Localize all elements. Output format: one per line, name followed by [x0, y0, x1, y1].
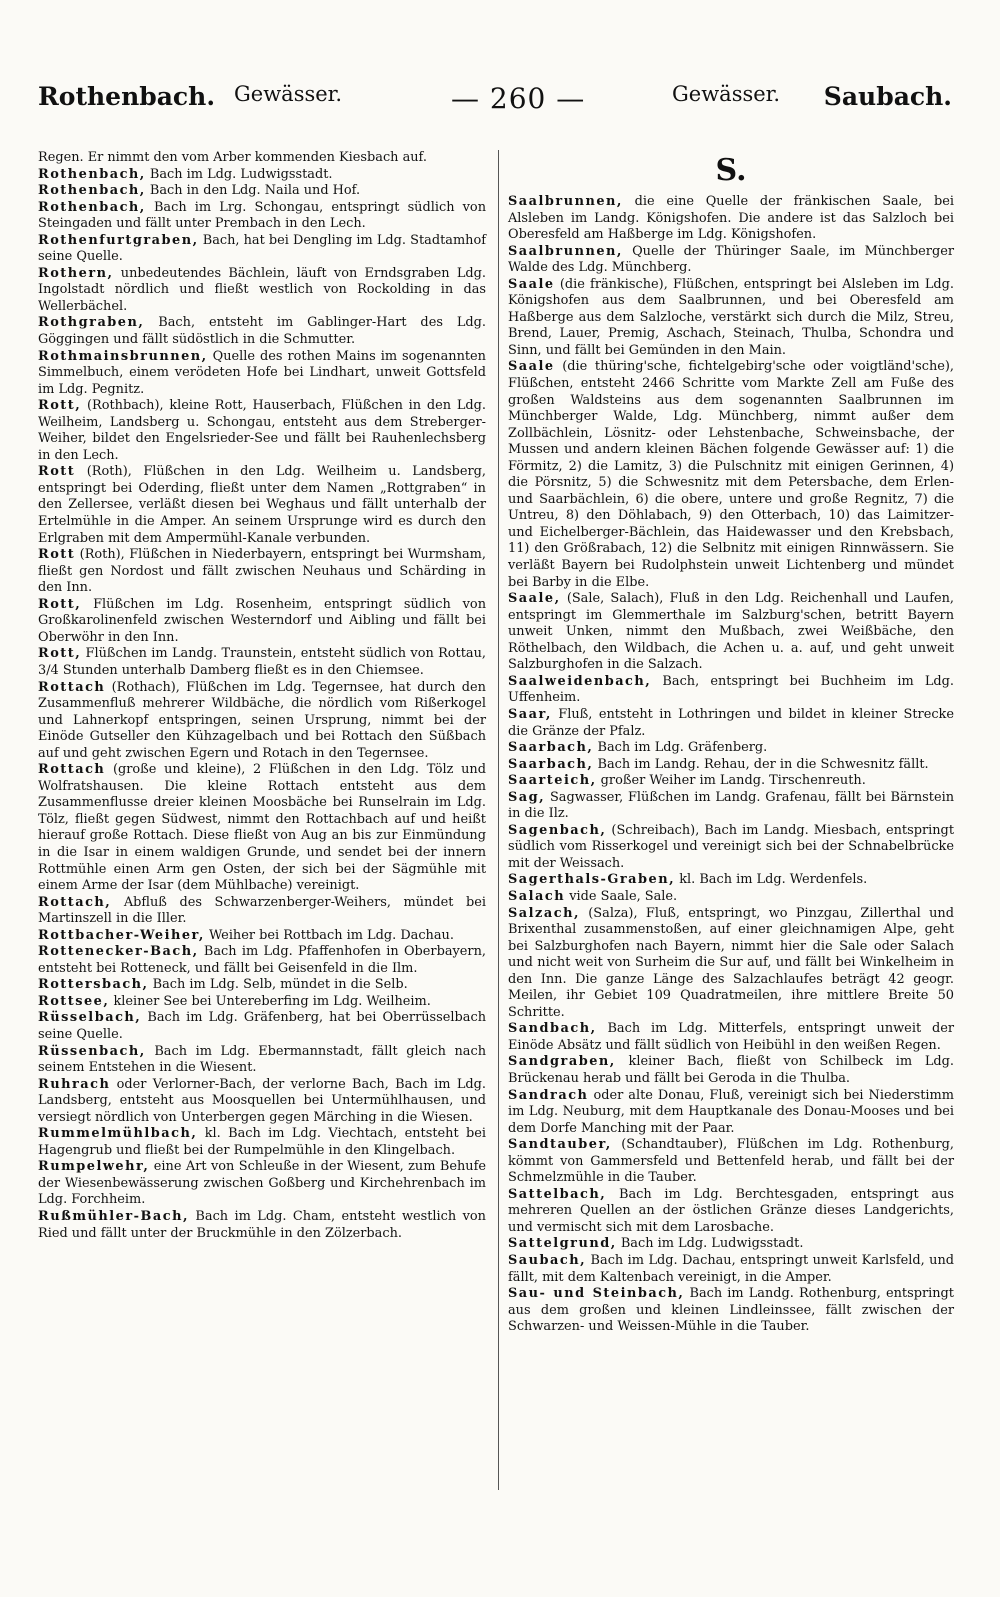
entry-text: oder alte Donau, Fluß, vereinigt sich bei Niederstimm im Ldg. Neuburg, mit dem Hauptkanale des Donau-Mooses und bei dem Dorfe Manching mit der Paar. — [508, 1087, 954, 1136]
dictionary-entry — [38, 994, 486, 1011]
entry-text: Regen. Er nimmt den vom Arber kommenden Kiesbach auf. — [38, 150, 427, 165]
entry-headword: Rüsselbach, — [38, 1010, 142, 1026]
entry-text: kleiner Bach, fließt von Schilbeck im Ldg. Brückenau herab und fällt bei Geroda in die Thulba. — [508, 1054, 954, 1086]
dictionary-entry — [508, 1236, 954, 1253]
dictionary-entry — [508, 674, 954, 707]
entry-text: Bach im Ldg. Cham, entsteht westlich von Ried und fällt unter der Bruckmühle in den Zölzerbach. — [38, 1209, 486, 1241]
entry-headword: Rumpelwehr, — [38, 1159, 150, 1175]
entry-headword: Rottbacher-Weiher, — [38, 927, 205, 943]
entry-text: Bach im Ldg. Gräfenberg, hat bei Oberrüsselbach seine Quelle. — [38, 1010, 486, 1042]
dictionary-entry — [38, 1159, 486, 1209]
dictionary-entry — [38, 183, 486, 200]
entry-headword: Rottach — [38, 762, 106, 778]
dictionary-entry — [508, 1054, 954, 1087]
dictionary-entry — [38, 233, 486, 266]
entry-text: (Sale, Salach), Fluß in den Ldg. Reichenhall und Laufen, entspringt im Glemmerthale im Salzburg'schen, betritt Bayern unweit Unken, nimmt den Mußbach, zwei Weißbäche, den Röthelbach, den Wildbach, die Achen u. a. auf, und geht unweit Salzburghofen in die Salzach. — [508, 591, 954, 673]
entry-text: Bach, entsteht im Gablinger-Hart des Ldg. Göggingen und fällt südöstlich in die Schmutter. — [38, 315, 486, 348]
entry-headword: Sag, — [508, 789, 546, 805]
entry-text: großer Weiher im Landg. Tirschenreuth. — [596, 773, 866, 789]
entry-headword: Rothmainsbrunnen, — [38, 348, 208, 364]
dictionary-entry — [508, 757, 954, 774]
entry-headword: Ruhrach — [38, 1076, 111, 1092]
dictionary-entry — [508, 1021, 954, 1054]
entry-text: Quelle des rothen Mains im sogenannten Simmelbuch, einem verödeten Hofe bei Lindhart, unweit Gottsfeld im Ldg. Pegnitz. — [38, 348, 486, 397]
entry-text: (Roth), Flüßchen in Niederbayern, entspringt bei Wurmsham, fließt gen Nordost und fällt zwischen Neuhaus und Schärding in den Inn. — [38, 547, 486, 596]
dictionary-entry — [508, 889, 954, 906]
entry-headword: Sandrach — [508, 1087, 589, 1103]
entry-headword: Rothenbach, — [38, 183, 146, 199]
entry-text: Abfluß des Schwarzenberger-Weihers, mündet bei Martinszell in die Iller. — [38, 894, 486, 927]
entry-headword: Rottsee, — [38, 993, 110, 1009]
entry-headword: Rothenbach, — [38, 166, 146, 182]
entry-text: (große und kleine), 2 Flüßchen in den Ldg. Tölz und Wolfratshausen. Die kleine Rottach entsteht aus dem Zusammenflusse dreier kleinen Moosbäche bei Runselrain im Ldg. Tölz, fließt gegen Südwest, nimmt den Rottachbach auf und heißt hierauf große Rottach. Diese fließt von Aug an bis zur Einmündung in die Isar in einem waldigen Grunde, und sendet bei der innern Rottmühle einen Arm gen Osten, der sich bei der Sägmühle mit einem Arme der Isar (dem Mühlbache) vereinigt. — [38, 762, 486, 894]
entry-headword: Rott, — [38, 596, 82, 612]
dictionary-entry — [508, 277, 954, 360]
entry-headword: Sattelgrund, — [508, 1236, 617, 1252]
entry-headword: Salzach, — [508, 905, 580, 921]
entry-text: Bach im Ldg. Ludwigsstadt. — [145, 166, 333, 182]
entry-text: Bach, entspringt bei Buchheim im Ldg. Uffenheim. — [508, 673, 954, 706]
entry-text: (Roth), Flüßchen in den Ldg. Weilheim u. Landsberg, entspringt bei Oderding, fließt unter dem Namen „Rottgraben“ in den Zellersee, verläßt diesen bei Weghaus und fällt unterhalb der Ertelmühle in die Amper. An seinem Ursprunge wird es durch den Erlgraben mit dem Ampermühl-Kanale verbunden. — [38, 464, 486, 546]
entry-text: (Rothbach), kleine Rott, Hauserbach, Flüßchen in den Ldg. Weilheim, Landsberg u. Schongau, entsteht aus dem Streberger-Weiher, bildet den Engelsrieder-See und fällt bei Rauhenlechsberg in den Lech. — [38, 398, 486, 463]
entry-headword: Saarbach, — [508, 756, 594, 772]
entry-text: (Salza), Fluß, entspringt, wo Pinzgau, Zillerthal und Brixenthal zusammenstoßen, auf einer gleichnamigen Alpe, geht bei Salzburghofen nach Bayern, nimmt hier die Sale oder Salach und nicht weit von Surheim die Sur auf, und fällt bei Winkelheim in den Inn. Die ganze Länge des Salzachlaufes beträgt 42 geogr. Meilen, ihr Gebiet 109 Quadratmeilen, ihre mittlere Breite 50 Schritte. — [508, 905, 954, 1020]
entry-headword: Rothenbach, — [38, 199, 146, 215]
entry-text: eine Art von Schleuße in der Wiesent, zum Behufe der Wiesenbewässerung zwischen Goßberg und Kirchehrenbach im Ldg. Forchheim. — [38, 1159, 486, 1208]
header-right-word: Saubach. — [823, 82, 952, 111]
entry-text: Bach im Ldg. Mitterfels, entspringt unweit der Einöde Absätz und fällt südlich von Heibühl in den weißen Regen. — [508, 1021, 954, 1053]
dictionary-entry — [508, 591, 954, 674]
dictionary-entry — [508, 244, 954, 277]
dictionary-entry — [38, 266, 486, 316]
entry-headword: Sandgraben, — [508, 1054, 616, 1070]
entry-headword: Saale — [508, 359, 555, 375]
entry-text: (die thüring'sche, fichtelgebirg'sche oder voigtländ'sche), Flüßchen, entsteht 2466 Schritte vom Markte Zell am Fuße des großen Waldsteins aus dem sogenannten Saalbrunnen im Münchberger Walde, Ldg. Münchberg, nimmt außer dem Zollbächlein, Lösnitz- oder Lehstenbache, Schweinsbache, der Mussen und andern kleinen Bächen folgende Gewässer auf: 1) die Förmitz, 2) die Lamitz, 3) die Pulschnitz mit einigen Gerinnen, 4) die Pörsnitz, 5) die Schwesnitz mit dem Petersbache, dem Erlen- und Saarbächlein, 6) die obere, untere und große Regnitz, 7) die Untreu, 8) den Döhlabach, 9) den Otterbach, 10) das Laimitzer- und Eichelberger-Bächlein, das Haidewasser und den Krebsbach, 11) den Größrabach, 12) die Selbnitz mit einigen Rinnwässern. Sie verläßt Bayern bei Rudolphstein unweit Lichtenberg und mündet bei Barby in die Elbe. — [508, 359, 954, 590]
entry-headword: Sagerthals-Graben, — [508, 872, 676, 888]
entry-text: Bach im Ldg. Ludwigsstadt. — [616, 1236, 804, 1252]
dictionary-entry — [38, 944, 486, 977]
dictionary-entry — [38, 1077, 486, 1127]
entry-headword: Rott, — [38, 646, 82, 662]
entry-headword: Rottach, — [38, 894, 112, 910]
dictionary-entry — [508, 773, 954, 790]
entry-text: Bach im Ldg. Pfaffenhofen in Oberbayern, entsteht bei Rotteneck, und fällt bei Geisenfeld in die Ilm. — [38, 944, 486, 976]
header-left-category: Gewässer. — [234, 82, 343, 106]
entry-headword: Saar, — [508, 706, 552, 722]
entry-headword: Rummelmühlbach, — [38, 1126, 198, 1142]
dictionary-entry — [508, 1088, 954, 1138]
entry-text: Bach im Ldg. Ebermannstadt, fällt gleich nach seinem Entstehen in die Wiesent. — [38, 1043, 486, 1076]
running-header — [38, 82, 952, 126]
page-number: — 260 — — [451, 82, 586, 115]
entry-text: Quelle der Thüringer Saale, im Münchberger Walde des Ldg. Münchberg. — [508, 243, 954, 276]
entry-headword: Rothern, — [38, 265, 114, 281]
dictionary-entry — [38, 547, 486, 597]
right-column — [508, 150, 954, 1336]
dictionary-entry — [38, 150, 486, 167]
entry-headword: Saale, — [508, 591, 561, 607]
entry-text: oder Verlorner-Bach, der verlorne Bach, Bach im Ldg. Landsberg, entsteht aus Moosquellen bei Untermühlhausen, und versiegt nördlich von Unterbergen gegen Märching in die Wiesen. — [38, 1076, 486, 1125]
entry-text: (Schandtauber), Flüßchen im Ldg. Rothenburg, kömmt von Gammersfeld und Bettenfeld herab, und fällt bei der Schmelzmühle in die Tauber. — [508, 1137, 954, 1186]
entry-text: Bach im Lrg. Schongau, entspringt südlich von Steingaden und fällt unter Prembach in den Lech. — [38, 199, 486, 232]
entry-text: Weiher bei Rottbach im Ldg. Dachau. — [204, 927, 454, 943]
entry-text: (die fränkische), Flüßchen, entspringt bei Alsleben im Ldg. Königshofen aus dem Saalbrunnen, und bei Oberesfeld am Haßberge aus dem Salzloche, verstärkt sich durch die Milz, Streu, Brend, Lauer, Premig, Aschach, Steinach, Thulba, Schondra und Sinn, und fällt bei Gemünden in den Main. — [508, 276, 954, 358]
dictionary-entry — [38, 398, 486, 464]
entry-headword: Saalweidenbach, — [508, 673, 652, 689]
dictionary-entry — [508, 740, 954, 757]
dictionary-entry — [508, 1286, 954, 1336]
section-letter: S. — [715, 153, 747, 188]
entry-headword: Saale — [508, 276, 555, 292]
header-left-word: Rothenbach. — [38, 82, 216, 111]
entry-text: Bach im Ldg. Berchtesgaden, entspringt aus mehreren Quellen an der östlichen Gränze dieses Landgerichts, und vermischt sich mit dem Larosbache. — [508, 1186, 954, 1235]
dictionary-entry — [508, 1253, 954, 1286]
entry-headword: Saarbach, — [508, 740, 594, 756]
entry-headword: Rußmühler-Bach, — [38, 1209, 189, 1224]
entry-headword: Rüssenbach, — [38, 1043, 146, 1059]
entry-text: Bach im Landg. Rothenburg, entspringt aus dem großen und kleinen Lindleinssee, fällt zwischen der Schwarzen- und Weissen-Mühle in die Tauber. — [508, 1286, 954, 1335]
entry-text: Bach im Ldg. Dachau, entspringt unweit Karlsfeld, und fällt, mit dem Kaltenbach vereinigt, in die Amper. — [508, 1253, 954, 1285]
entry-text: Bach in den Ldg. Naila und Hof. — [145, 183, 361, 199]
entry-text: kleiner See bei Untereberfing im Ldg. Weilheim. — [109, 993, 431, 1009]
entry-headword: Sagenbach, — [508, 822, 607, 838]
entry-headword: Rottenecker-Bach, — [38, 944, 199, 960]
entry-headword: Rott — [38, 547, 76, 563]
entry-text: Flüßchen im Landg. Traunstein, entsteht südlich von Rottau, 3/4 Stunden unterhalb Damberg fließt es in den Chiemsee. — [38, 646, 486, 678]
entry-headword: Rottach — [38, 679, 106, 695]
entry-headword: Rothgraben, — [38, 315, 145, 331]
dictionary-entry — [508, 823, 954, 873]
entry-headword: Rottersbach, — [38, 977, 149, 993]
entry-headword: Saalbrunnen, — [508, 194, 623, 209]
dictionary-entry — [508, 906, 954, 1022]
dictionary-entry — [38, 200, 486, 233]
entry-headword: Sandbach, — [508, 1021, 597, 1037]
dictionary-entry — [38, 349, 486, 399]
entry-text: Sagwasser, Flüßchen im Landg. Grafenau, fällt bei Bärnstein in die Ilz. — [508, 789, 954, 822]
entry-text: (Rothach), Flüßchen im Ldg. Tegernsee, hat durch den Zusammenfluß mehrerer Wildbäche, die nördlich vom Rißerkogel und Lahnerkopf entspringen, seinen Ursprung, nimmt bei der Einöde Gutseller den Kühzagelbach und bei Rottach den Süßbach auf und geht zwischen Egern und Rotach in den Tegernsee. — [38, 679, 486, 761]
entry-headword: Sau- und Steinbach, — [508, 1286, 685, 1302]
entry-text: Bach, hat bei Dengling im Ldg. Stadtamhof seine Quelle. — [38, 232, 486, 265]
entry-headword: Rott, — [38, 398, 82, 414]
entry-text: Bach im Landg. Rehau, der in die Schwesnitz fällt. — [593, 756, 929, 772]
dictionary-entry — [38, 646, 486, 679]
entry-headword: Saubach, — [508, 1253, 587, 1268]
entry-headword: Rothenfurtgraben, — [38, 232, 199, 248]
entry-text: unbedeutendes Bächlein, läuft von Erndsgraben Ldg. Ingolstadt nördlich und fließt westlich von Rockolding in das Wellerbächel. — [38, 265, 486, 314]
dictionary-entry — [508, 1137, 954, 1187]
entry-headword: Salach — [508, 888, 566, 904]
column-divider — [498, 150, 499, 1490]
dictionary-entry — [38, 680, 486, 763]
dictionary-entry — [38, 762, 486, 894]
dictionary-entry — [38, 1209, 486, 1242]
dictionary-entry — [508, 194, 954, 244]
entry-text: Flüßchen im Ldg. Rosenheim, entspringt südlich von Großkarolinenfeld zwischen Westerndorf und Aibling und fällt bei Oberwöhr in den Inn. — [38, 596, 486, 645]
entry-headword: Saarteich, — [508, 773, 597, 789]
dictionary-entry — [508, 359, 954, 591]
dictionary-entry — [508, 707, 954, 740]
dictionary-entry — [508, 872, 954, 889]
entry-text: Fluß, entsteht in Lothringen und bildet in kleiner Strecke die Gränze der Pfalz. — [508, 706, 954, 739]
dictionary-entry — [38, 464, 486, 547]
dictionary-entry — [38, 597, 486, 647]
dictionary-entry — [508, 1187, 954, 1237]
dictionary-entry — [508, 790, 954, 823]
dictionary-entry — [38, 315, 486, 348]
entry-headword: Rott — [38, 464, 76, 480]
dictionary-entry — [38, 1126, 486, 1159]
dictionary-entry — [38, 1044, 486, 1077]
dictionary-entry — [38, 928, 486, 945]
entry-text: kl. Bach im Ldg. Viechtach, entsteht bei Hagengrub und fließt bei der Rumpelmühle in den Klingelbach. — [38, 1126, 486, 1158]
entry-text: Bach im Ldg. Gräfenberg. — [593, 740, 768, 756]
entry-headword: Sattelbach, — [508, 1186, 607, 1202]
entry-text: kl. Bach im Ldg. Werdenfels. — [675, 872, 868, 888]
entry-text: Bach im Ldg. Selb, mündet in die Selb. — [148, 977, 408, 993]
entry-text: vide Saale, Sale. — [565, 888, 678, 904]
left-column — [38, 150, 486, 1242]
right-column-entries — [508, 194, 954, 1336]
dictionary-entry — [38, 1010, 486, 1043]
dictionary-entry — [38, 167, 486, 184]
dictionary-entry — [38, 977, 486, 994]
entry-text: die eine Quelle der fränkischen Saale, bei Alsleben im Landg. Königshofen. Die andere ist das Salzloch bei Oberesfeld am Haßberge im Ldg. Königshofen. — [508, 194, 954, 243]
entry-headword: Saalbrunnen, — [508, 243, 623, 259]
entry-headword: Sandtauber, — [508, 1137, 612, 1153]
header-right-category: Gewässer. — [672, 82, 781, 106]
dictionary-entry — [38, 895, 486, 928]
entry-text: (Schreibach), Bach im Landg. Miesbach, entspringt südlich vom Risserkogel und vereinigt sich bei der Schnabelbrücke mit der Weissach. — [508, 822, 954, 871]
